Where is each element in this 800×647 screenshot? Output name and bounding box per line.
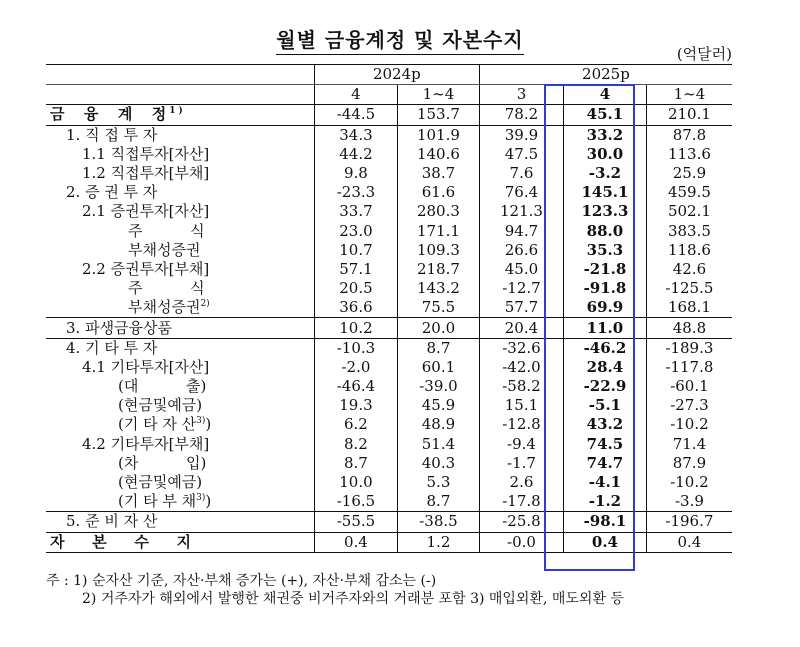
cell-value: 75.5: [398, 298, 480, 318]
cell-value-highlighted: -98.1: [564, 512, 647, 532]
footnote-marker: 1): [169, 106, 186, 117]
row-label: [46, 473, 314, 492]
row-label-text: 부채성증권: [128, 240, 201, 259]
table-row: [46, 183, 732, 202]
row-label-text: 자 본 수 지: [50, 532, 194, 551]
cell-value: -125.5: [646, 279, 732, 298]
cell-value-highlighted: 74.7: [564, 454, 647, 473]
cell-value: -17.8: [479, 492, 563, 512]
cell-value: -10.2: [646, 415, 732, 434]
footnote-marker: 3): [196, 493, 206, 504]
table-row: [46, 202, 732, 221]
cell-value: 45.0: [479, 260, 563, 279]
cell-value-highlighted: 74.5: [564, 435, 647, 454]
cell-value: -38.5: [398, 512, 480, 532]
cell-value: -189.3: [646, 338, 732, 358]
header-blank: [46, 85, 314, 105]
table-row: [46, 396, 732, 415]
cell-value: 38.7: [398, 164, 480, 183]
cell-value: 2.6: [479, 473, 563, 492]
row-label-text: 5. 준 비 자 산: [66, 512, 158, 531]
cell-value-highlighted: 88.0: [564, 222, 647, 241]
cell-value: 8.7: [398, 492, 480, 512]
cell-value: -2.0: [314, 358, 397, 377]
cell-value-highlighted: 69.9: [564, 298, 647, 318]
cell-value: 8.2: [314, 435, 397, 454]
cell-value: 47.5: [479, 145, 563, 164]
table-row: [46, 512, 732, 532]
cell-value: -10.3: [314, 338, 397, 358]
row-label-text: 2. 증 권 투 자: [66, 183, 158, 202]
table-row: [46, 260, 732, 279]
row-label-text: (기 타 부 채: [118, 492, 197, 511]
cell-value-highlighted: 35.3: [564, 241, 647, 260]
row-label-text: (기 타 자 산: [118, 415, 197, 434]
cell-value: 48.8: [646, 318, 732, 338]
row-label: [46, 164, 314, 183]
table-row: [46, 222, 732, 241]
row-label-text: 부채성증권: [128, 298, 201, 317]
table-row: [46, 338, 732, 358]
cell-value: 502.1: [646, 202, 732, 221]
cell-value: 118.6: [646, 241, 732, 260]
cell-value: 44.2: [314, 145, 397, 164]
cell-value: 171.1: [398, 222, 480, 241]
cell-value-highlighted: 28.4: [564, 358, 647, 377]
cell-value: -58.2: [479, 377, 563, 396]
cell-value: -196.7: [646, 512, 732, 532]
header-month-row: [46, 85, 732, 105]
cell-value: -55.5: [314, 512, 397, 532]
row-label-text: (현금및예금): [118, 473, 203, 492]
cell-value: -1.7: [479, 454, 563, 473]
cell-value: 109.3: [398, 241, 480, 260]
cell-value: -25.8: [479, 512, 563, 532]
cell-value: 7.6: [479, 164, 563, 183]
row-label-text: 1.2 직접투자[부채]: [82, 164, 210, 183]
cell-value: 6.2: [314, 415, 397, 434]
row-label-text: 2.1 증권투자[자산]: [82, 202, 210, 221]
cell-value-highlighted: -5.1: [564, 396, 647, 415]
header-month: 1~4: [646, 85, 732, 105]
cell-value-highlighted: -3.2: [564, 164, 647, 183]
cell-value: 57.1: [314, 260, 397, 279]
cell-value: 25.9: [646, 164, 732, 183]
cell-value: 121.3: [479, 202, 563, 221]
cell-value: 10.7: [314, 241, 397, 260]
row-label-text: 4.1 기타투자[자산]: [82, 357, 210, 376]
cell-value: 45.9: [398, 396, 480, 415]
cell-value: 8.7: [398, 338, 480, 358]
row-label: [46, 125, 314, 145]
cell-value-highlighted: 145.1: [564, 183, 647, 202]
table-row: [46, 377, 732, 396]
table-row: [46, 125, 732, 145]
header-month-highlighted: 4: [564, 85, 647, 105]
cell-value: 0.4: [646, 532, 732, 552]
cell-value: 168.1: [646, 298, 732, 318]
row-label: [46, 105, 314, 125]
footnote-marker: 3): [196, 416, 206, 427]
cell-value: -27.3: [646, 396, 732, 415]
row-label-close: ): [205, 415, 212, 434]
cell-value: 23.0: [314, 222, 397, 241]
table-row: [46, 454, 732, 473]
cell-value-highlighted: 43.2: [564, 415, 647, 434]
cell-value: 42.6: [646, 260, 732, 279]
cell-value: 8.7: [314, 454, 397, 473]
footnote-line-2: 2) 거주자가 해외에서 발행한 채권중 비거주자와의 거래분 포함 3) 매입외환, 매도외환 등: [82, 591, 624, 607]
row-label: [46, 222, 314, 241]
cell-value: 78.2: [479, 105, 563, 125]
cell-value: 9.8: [314, 164, 397, 183]
header-blank: [46, 65, 314, 85]
table-row: [46, 105, 732, 125]
row-label: [46, 241, 314, 260]
cell-value-highlighted: -46.2: [564, 338, 647, 358]
header-year-row: [46, 65, 732, 85]
financial-account-table: [46, 64, 732, 553]
row-label: [46, 279, 314, 298]
cell-value-highlighted: 45.1: [564, 105, 647, 125]
row-label: [46, 145, 314, 164]
cell-value: 26.6: [479, 241, 563, 260]
cell-value: -9.4: [479, 435, 563, 454]
table-row: [46, 532, 732, 552]
cell-value: -3.9: [646, 492, 732, 512]
row-label-text: 주 식: [128, 221, 205, 240]
cell-value-highlighted: 11.0: [564, 318, 647, 338]
table-row: [46, 473, 732, 492]
cell-value: 5.3: [398, 473, 480, 492]
row-label-text: 4.2 기타투자[부채]: [82, 434, 210, 453]
table-row: [46, 435, 732, 454]
cell-value-highlighted: 33.2: [564, 125, 647, 145]
cell-value: 51.4: [398, 435, 480, 454]
cell-value: 87.9: [646, 454, 732, 473]
table-row: [46, 241, 732, 260]
row-label: [46, 298, 314, 318]
cell-value: 101.9: [398, 125, 480, 145]
cell-value: 140.6: [398, 145, 480, 164]
cell-value: 61.6: [398, 183, 480, 202]
row-label: [46, 512, 314, 532]
cell-value: 153.7: [398, 105, 480, 125]
cell-value-highlighted: 123.3: [564, 202, 647, 221]
cell-value-highlighted: -21.8: [564, 260, 647, 279]
row-label-text: (차 입): [118, 453, 207, 472]
cell-value: -44.5: [314, 105, 397, 125]
header-month: 3: [479, 85, 563, 105]
row-label: [46, 338, 314, 358]
cell-value-highlighted: 30.0: [564, 145, 647, 164]
row-label: [46, 358, 314, 377]
cell-value: -16.5: [314, 492, 397, 512]
row-label: [46, 318, 314, 338]
cell-value: -0.0: [479, 532, 563, 552]
cell-value: 34.3: [314, 125, 397, 145]
row-label: [46, 377, 314, 396]
row-label-text: 1.1 직접투자[자산]: [82, 144, 210, 163]
cell-value: 383.5: [646, 222, 732, 241]
cell-value: -42.0: [479, 358, 563, 377]
row-label-text: 2.2 증권투자[부채]: [82, 259, 210, 278]
cell-value: 87.8: [646, 125, 732, 145]
cell-value: 48.9: [398, 415, 480, 434]
row-label: [46, 183, 314, 202]
cell-value: 20.4: [479, 318, 563, 338]
row-label: [46, 492, 314, 512]
row-label: [46, 415, 314, 434]
row-label-text: (대 출): [118, 377, 207, 396]
row-label-close: ): [205, 492, 212, 511]
cell-value: -60.1: [646, 377, 732, 396]
cell-value: -117.8: [646, 358, 732, 377]
cell-value: -23.3: [314, 183, 397, 202]
table-row: [46, 415, 732, 434]
cell-value: 113.6: [646, 145, 732, 164]
cell-value-highlighted: -91.8: [564, 279, 647, 298]
table-row: [46, 145, 732, 164]
cell-value: 0.4: [314, 532, 397, 552]
header-month: 4: [314, 85, 397, 105]
row-label: [46, 260, 314, 279]
row-label-text: 3. 파생금융상품: [66, 318, 173, 337]
cell-value: 20.5: [314, 279, 397, 298]
cell-value: -10.2: [646, 473, 732, 492]
row-label-text: 금 융 계 정: [50, 105, 170, 124]
cell-value-highlighted: -4.1: [564, 473, 647, 492]
row-label: [46, 396, 314, 415]
cell-value: 19.3: [314, 396, 397, 415]
row-label: [46, 454, 314, 473]
cell-value: 459.5: [646, 183, 732, 202]
row-label-text: 4. 기 타 투 자: [66, 338, 158, 357]
cell-value: -12.7: [479, 279, 563, 298]
cell-value: 33.7: [314, 202, 397, 221]
cell-value: 143.2: [398, 279, 480, 298]
cell-value: 39.9: [479, 125, 563, 145]
cell-value: 20.0: [398, 318, 480, 338]
footnote-line-1: 주 : 1) 순자산 기준, 자산·부채 증가는 (+), 자산·부채 감소는 (-): [46, 573, 437, 589]
cell-value-highlighted: -22.9: [564, 377, 647, 396]
unit-label: (억달러): [676, 45, 732, 63]
cell-value: 60.1: [398, 358, 480, 377]
cell-value: 280.3: [398, 202, 480, 221]
cell-value: -12.8: [479, 415, 563, 434]
header-year-2024: 2024p: [314, 65, 479, 85]
cell-value: 76.4: [479, 183, 563, 202]
page-title-text: 월별 금융계정 및 자본수지: [276, 28, 523, 55]
table-row: [46, 358, 732, 377]
cell-value: 57.7: [479, 298, 563, 318]
row-label-text: 1. 직 접 투 자: [66, 125, 158, 144]
row-label-text: 주 식: [128, 279, 205, 298]
table-row: [46, 298, 732, 318]
cell-value: 210.1: [646, 105, 732, 125]
cell-value-highlighted: -1.2: [564, 492, 647, 512]
table-row: [46, 164, 732, 183]
footnotes: [46, 572, 624, 608]
cell-value: 71.4: [646, 435, 732, 454]
header-year-2025: 2025p: [479, 65, 732, 85]
cell-value: 10.0: [314, 473, 397, 492]
cell-value: 1.2: [398, 532, 480, 552]
table-row: [46, 492, 732, 512]
cell-value: 40.3: [398, 454, 480, 473]
cell-value: -32.6: [479, 338, 563, 358]
row-label: [46, 202, 314, 221]
cell-value: 94.7: [479, 222, 563, 241]
cell-value: 218.7: [398, 260, 480, 279]
row-label-text: (현금및예금): [118, 396, 203, 415]
row-label: [46, 532, 314, 552]
header-month: 1~4: [398, 85, 480, 105]
cell-value: -46.4: [314, 377, 397, 396]
table-row: [46, 279, 732, 298]
table-row: [46, 318, 732, 338]
cell-value: 36.6: [314, 298, 397, 318]
row-label: [46, 435, 314, 454]
footnote-marker: 2): [200, 299, 210, 310]
cell-value: 15.1: [479, 396, 563, 415]
cell-value: -39.0: [398, 377, 480, 396]
cell-value: 10.2: [314, 318, 397, 338]
cell-value-highlighted: 0.4: [564, 532, 647, 552]
